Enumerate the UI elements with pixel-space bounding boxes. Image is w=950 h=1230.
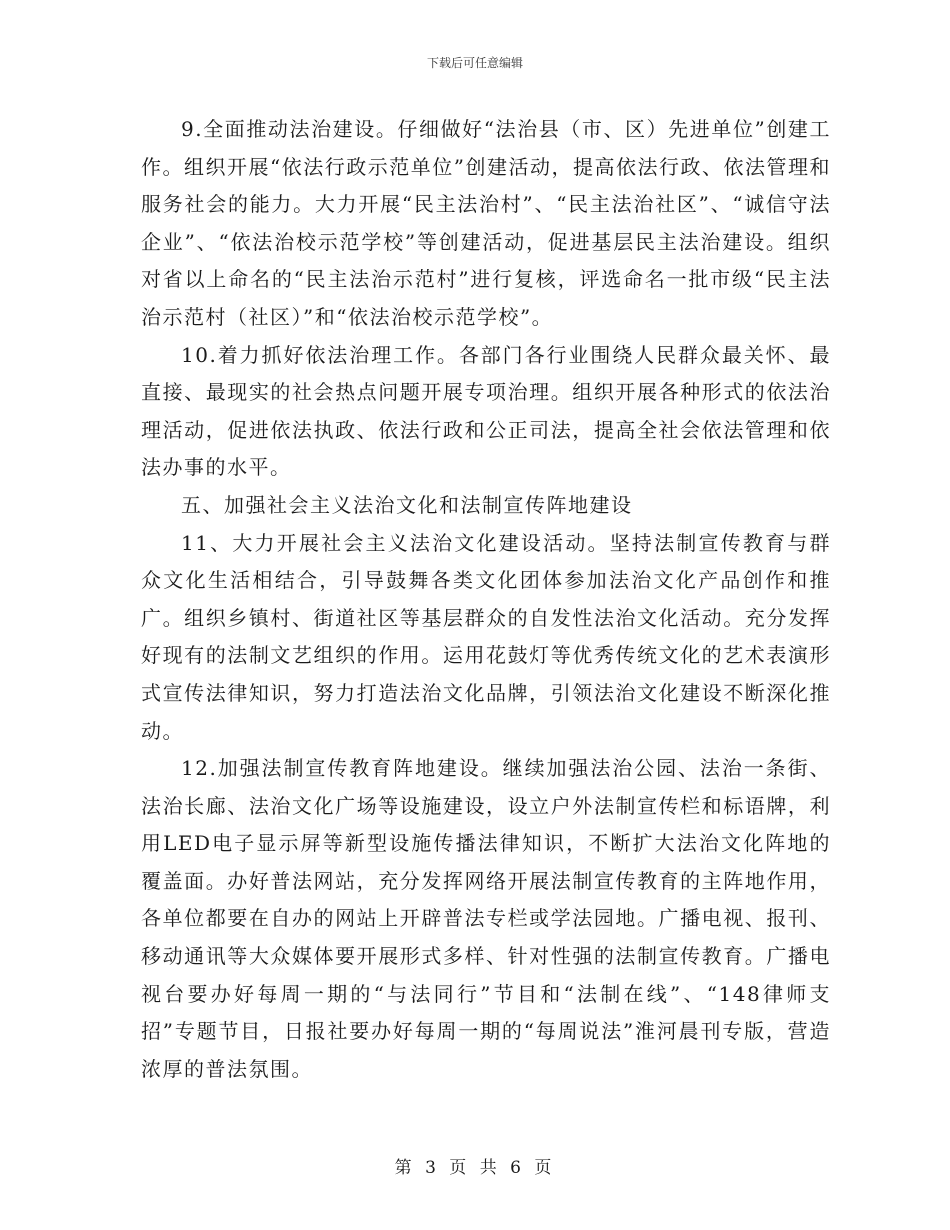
- paragraph-item-10: 10.着力抓好依法治理工作。各部门各行业围绕人民群众最关怀、最直接、最现实的社会热点问题开展专项治理。组织开展各种形式的依法治理活动，促进依法执政、依法行政和公正司法，提高全社会依法管理和依法办事的水平。: [141, 342, 831, 480]
- page-number: 第 3 页 共 6 页: [394, 1158, 556, 1178]
- paragraph-item-12: 12.加强法制宣传教育阵地建设。继续加强法治公园、法治一条街、法治长廊、法治文化广场等设施建设，设立户外法制宣传栏和标语牌，利用LED电子显示屏等新型设施传播法律知识，不断扩大法治文化阵地的覆盖面。办好普法网站，充分发挥网络开展法制宣传教育的主阵地作用，各单位都要在自办的网站上开辟普法专栏或学法园地。广播电视、报刊、移动通讯等大众媒体要开展形式多样、针对性强的法制宣传教育。广播电视台要办好每周一期的“与法同行”节目和“法制在线”、“148律师支招”专题节目，日报社要办好每周一期的“每周说法”淮河晨刊专版，营造浓厚的普法氛围。: [141, 756, 831, 1081]
- document-body: [141, 111, 831, 1088]
- section-heading: 五、加强社会主义法治文化和法制宣传阵地建设: [181, 492, 633, 517]
- page-header-note: 下载后可任意编辑: [426, 56, 523, 70]
- paragraph-item-11: 11、大力开展社会主义法治文化建设活动。坚持法制宣传教育与群众文化生活相结合，引导鼓舞各类文化团体参加法治文化产品创作和推广。组织乡镇村、街道社区等基层群众的自发性法治文化活动。充分发挥好现有的法制文艺组织的作用。运用花鼓灯等优秀传统文化的艺术表演形式宣传法律知识，努力打造法治文化品牌，引领法治文化建设不断深化推动。: [141, 530, 831, 743]
- paragraph-item-9: 9.全面推动法治建设。仔细做好“法治县（市、区）先进单位”创建工作。组织开展“依法行政示范单位”创建活动，提高依法行政、依法管理和服务社会的能力。大力开展“民主法治村”、“民主法治社区”、“诚信守法企业”、“依法治校示范学校”等创建活动，促进基层民主法治建设。组织对省以上命名的“民主法治示范村”进行复核，评选命名一批市级“民主法治示范村（社区）”和“依法治校示范学校”。: [141, 117, 831, 329]
